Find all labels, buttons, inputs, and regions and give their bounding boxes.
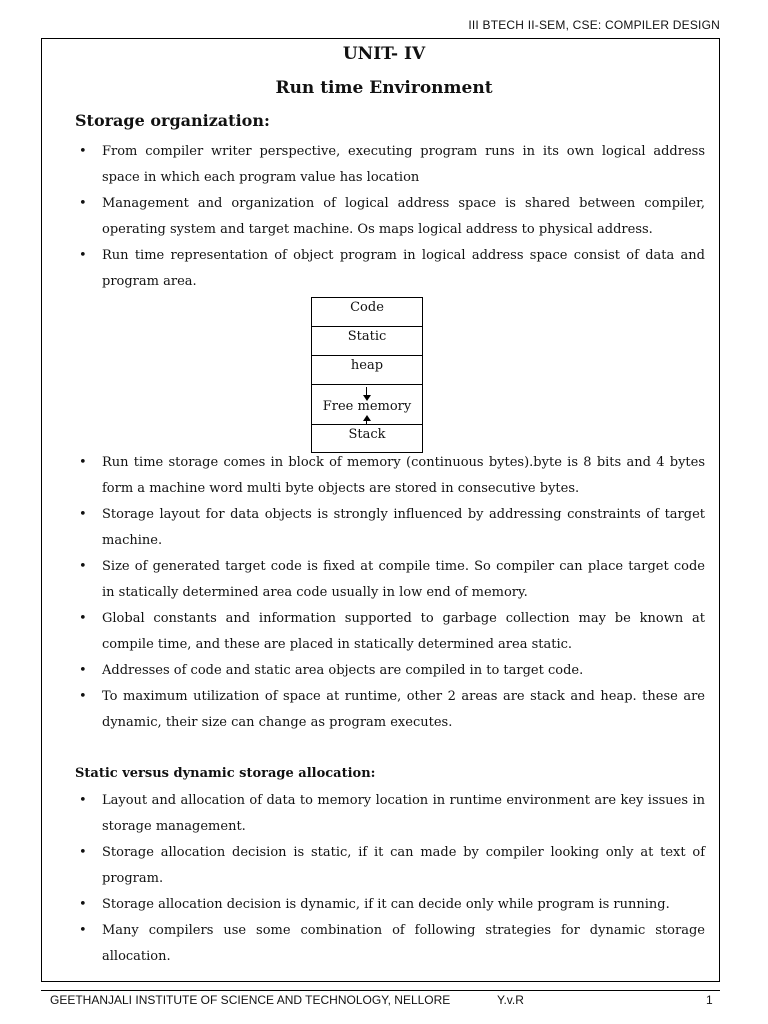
memory-cell-static — [311, 326, 423, 355]
bullet-list-static-vs-dynamic — [75, 788, 705, 970]
list-item: • Global constants and information supported to garbage collection may be known at compile time, and these are placed in statically determined area static. — [75, 606, 705, 658]
list-item: • Run time storage comes in block of memory (continuous bytes).byte is 8 bits and 4 bytes form a machine word multi byte objects are stored in consecutive bytes. — [75, 450, 705, 502]
footer-divider — [41, 990, 720, 991]
memory-cell-label: Static — [347, 329, 387, 344]
list-item: • Storage layout for data objects is strongly influenced by addressing constraints of target machine. — [75, 502, 705, 554]
memory-cell-label: Free memory — [322, 399, 412, 414]
list-item: • Layout and allocation of data to memory location in runtime environment are key issues in storage management. — [75, 788, 705, 840]
footer-institution: GEETHANJALI INSTITUTE OF SCIENCE AND TECHNOLOGY, NELLORE — [50, 993, 451, 1007]
section-heading-static-vs-dynamic: Static versus dynamic storage allocation: — [75, 766, 376, 781]
list-item: • Run time representation of object program in logical address space consist of data and program area. — [75, 243, 705, 295]
memory-cell-label: Stack — [348, 427, 386, 442]
memory-cell-heap — [311, 355, 423, 384]
page-number: 1 — [706, 993, 713, 1007]
list-item: • To maximum utilization of space at runtime, other 2 areas are stack and heap. these are dynamic, their size can change as program executes. — [75, 684, 705, 736]
memory-cell-label: Code — [350, 300, 384, 315]
unit-title: UNIT- IV — [342, 44, 426, 64]
footer-author: Y.v.R — [497, 993, 524, 1007]
list-item: • Storage allocation decision is static, if it can made by compiler looking only at text of program. — [75, 840, 705, 892]
memory-cell-free-memory — [311, 384, 423, 424]
list-item: • Management and organization of logical address space is shared between compiler, operating system and target machine. Os maps logical address to physical address. — [75, 191, 705, 243]
section-heading-storage-organization: Storage organization: — [75, 111, 270, 130]
bullet-list-storage-organization — [75, 139, 705, 295]
list-item: • Many compilers use some combination of following strategies for dynamic storage allocation. — [75, 918, 705, 970]
memory-cell-code — [311, 297, 423, 326]
memory-cell-stack — [311, 424, 423, 453]
running-header: III BTECH II-SEM, CSE: COMPILER DESIGN — [468, 18, 720, 32]
memory-layout-diagram — [311, 297, 423, 453]
list-item: • Addresses of code and static area objects are compiled in to target code. — [75, 658, 705, 684]
list-item: • Size of generated target code is fixed at compile time. So compiler can place target code in statically determined area code usually in low end of memory. — [75, 554, 705, 606]
bullet-list-storage-details — [75, 450, 705, 736]
list-item: • Storage allocation decision is dynamic, if it can decide only while program is running. — [75, 892, 705, 918]
list-item: • From compiler writer perspective, executing program runs in its own logical address space in which each program value has location — [75, 139, 705, 191]
page-title: Run time Environment — [275, 78, 493, 98]
memory-cell-label: heap — [350, 358, 384, 373]
